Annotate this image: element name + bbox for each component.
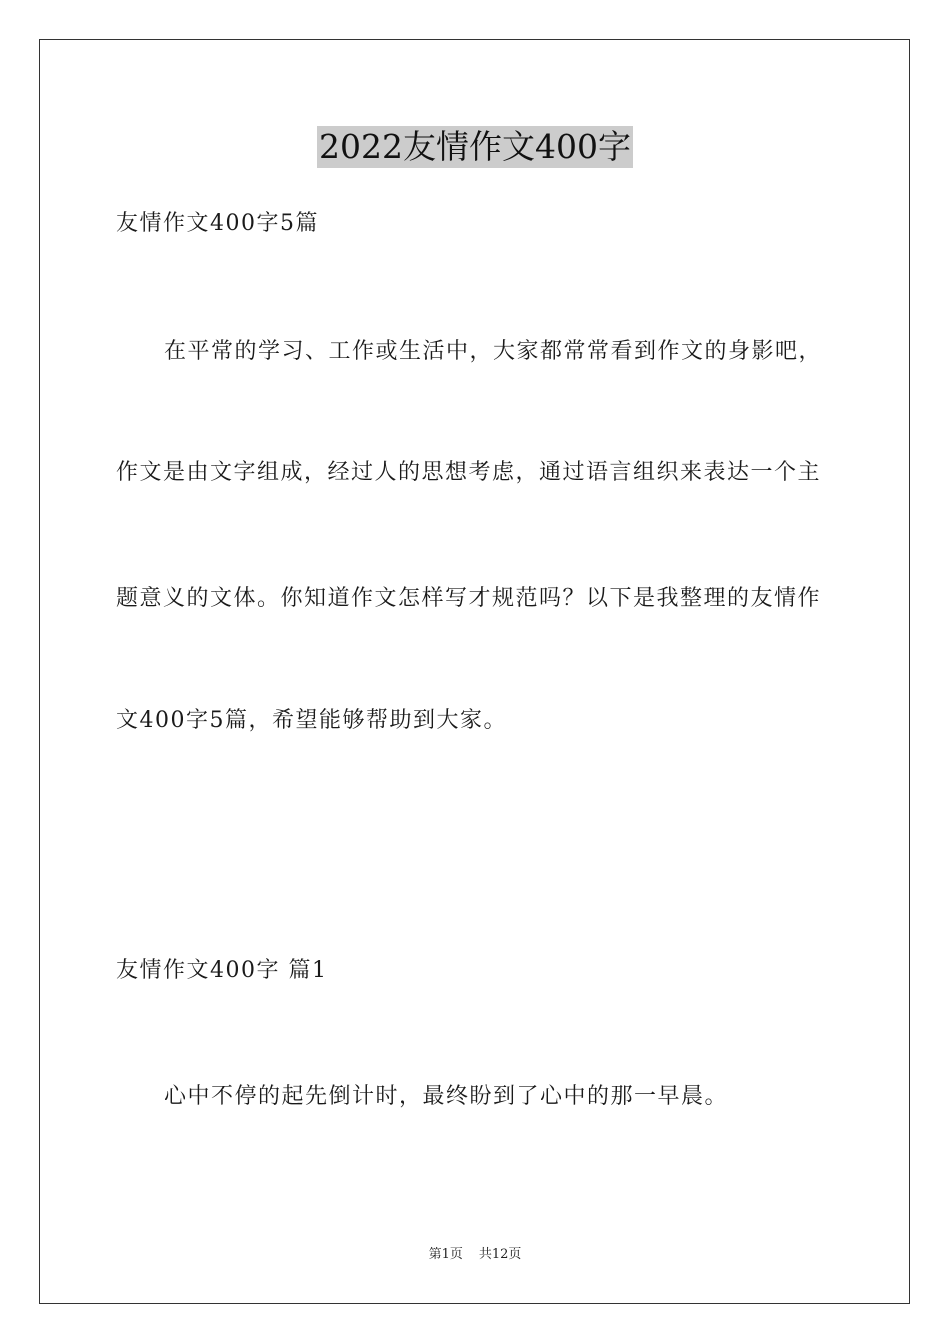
section-first-line: 心中不停的起先倒计时，最终盼到了心中的那一早晨。 [164,1084,729,1109]
document-subtitle: 友情作文400字5篇 [116,211,319,236]
intro-line-2: 作文是由文字组成，经过人的思想考虑，通过语言组织来表达一个主 [116,460,822,485]
intro-line-3: 题意义的文体。你知道作文怎样写才规范吗？以下是我整理的友情作 [116,586,822,611]
intro-line-1: 在平常的学习、工作或生活中，大家都常常看到作文的身影吧， [164,339,823,364]
document-title: 2022友情作文400字 [319,127,631,166]
title-container [0,126,950,168]
page-footer [0,1246,950,1264]
section-heading: 友情作文400字 篇1 [116,958,328,983]
intro-line-4: 文400字5篇，希望能够帮助到大家。 [116,708,507,733]
page-number: 第1页 [428,1247,463,1262]
page-total: 共12页 [478,1247,522,1262]
